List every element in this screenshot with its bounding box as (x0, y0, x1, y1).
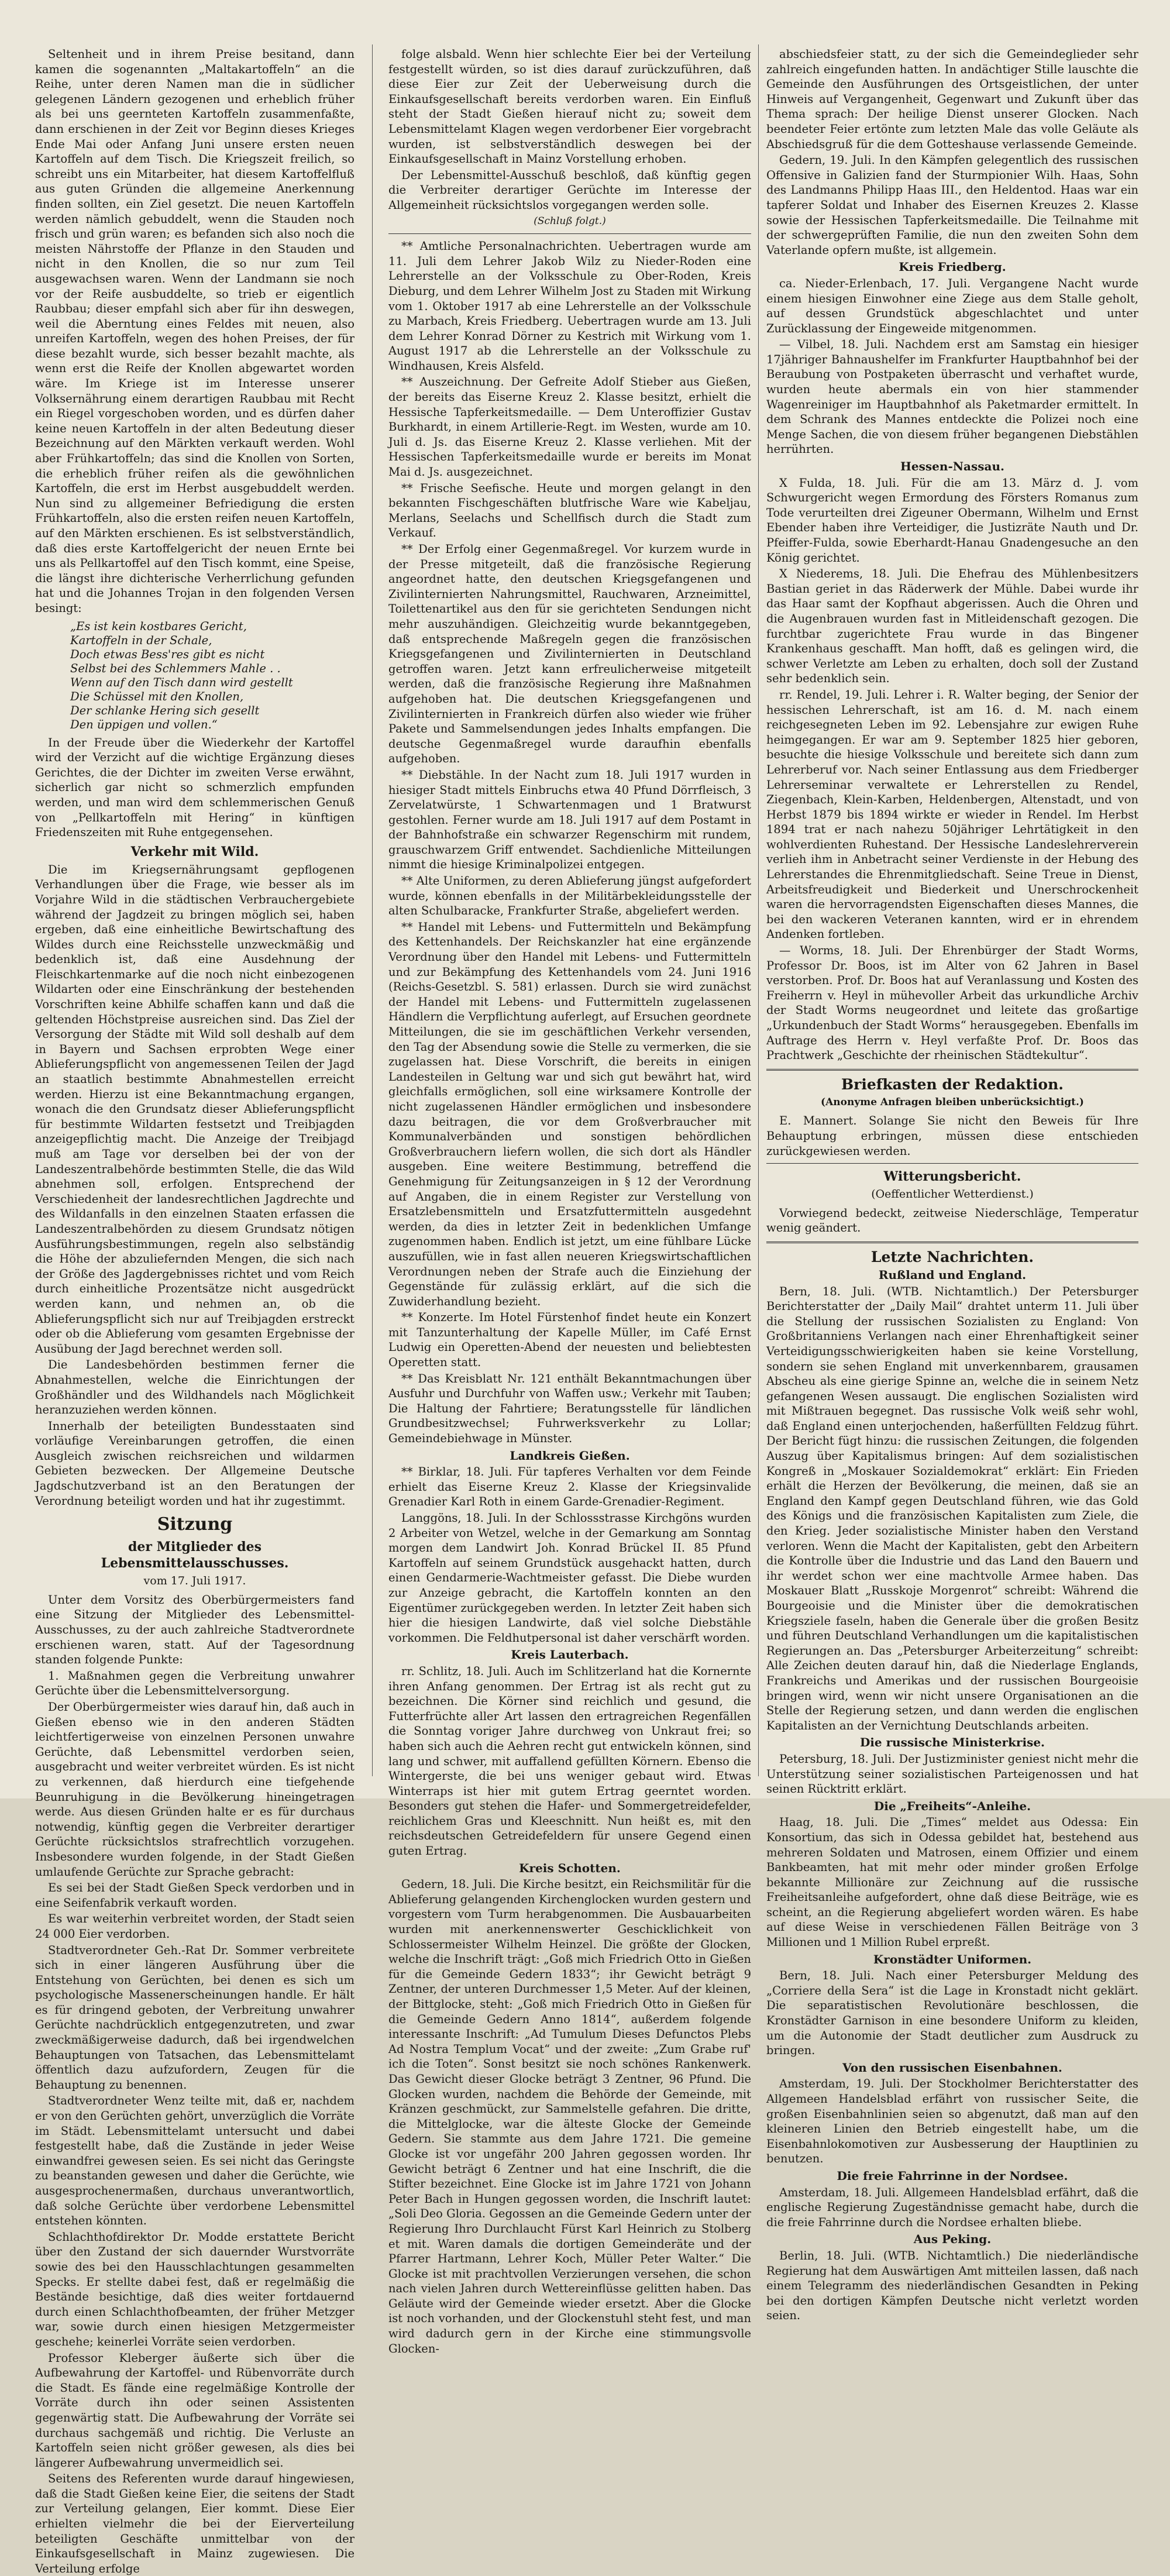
news-item: ** Birklar, 18. Juli. Für tapferes Verhalten vor dem Feinde erhielt das Eiserne Kreuz 2. Klasse der Kriegsinvalide Grenadier Karl Roth in einem Garde-Grenadier-Regiment. (388, 1465, 751, 1509)
poem-line: Der schlanke Hering sich gesellt (70, 703, 260, 717)
section-heading: Von den russischen Eisenbahnen. (842, 2060, 1062, 2075)
news-item: — Worms, 18. Juli. Der Ehrenbürger der Stadt Worms, Professor Dr. Boos, ist im Alter von 62 Jahren in Basel verstorben. Prof. Dr. Boos hat auf Veranlassung und Kosten des Freiherrn v. Heyl in mühevoller Arbeit das urkundliche Archiv der Stadt Worms neugeordnet und leitete das großartige „Urkundenbuch der Stadt Worms“ herausgegeben. Ebenfalls im Auftrage des Herrn v. Heyl verfaßte Prof. Dr. Boos das Prachtwerk „Geschichte der rheinischen Städtekultur“. (766, 944, 1138, 1062)
poem-line: Den üppigen und vollen.“ (70, 717, 218, 731)
continuation-note: (Schluß folgt.) (534, 215, 606, 227)
article-paragraph: Die im Kriegsernährungsamt gepflogenen Verhandlungen über die Frage, wie besser als im Vorjahre Wild in die städtischen Verbrauchergebiete während der Jagdzeit zu bringen möglich sei, haben ergeben, daß eine einheitliche Bewirtschaftung des Wildes durch eine Reichsstelle unzweckmäßig und bedenklich ist, daß eine Ausdehnung der Fleischkartenmarke auf die noch nicht einbezogenen Wildarten oder eine Einschränkung der bestehenden Vorschriften keine Abhilfe schaffen kann und daß die geltenden Höchstpreise ausreichen sind. Das Ziel der Versorgung der Städte mit Wild soll deshalb auf dem in Bayern und Sachsen erprobten Wege einer Ablieferungspflicht von angemessenen Teilen der Jagd an staatlich bestimmte Abnahmestellen erreicht werden. Hierzu ist eine Bekanntmachung ergangen, wonach die den Grundsatz dieser Ablieferungspflicht für bestimmte Wildarten festsetzt und Treibjagden anzeigepflichtig macht. Die Anzeige der Treibjagd muß am Tage vor derselben bei der von der Landeszentralbehörde bestimmten Stelle, die das Wild abnehmen soll, erfolgen. Entsprechend der Verschiedenheit der landesrechtlichen Jagdrechte und des Wildanfalls in den einzelnen Staaten erfassen die Landeszentralbehörden zu diesem Grundsatz nötigen Ausführungsbestimmungen, regeln also selbständig die Höhe der abzuliefernden Mengen, die sich nach der Größe des Jagdergebnisses richtet und vom Reich durch einheitliche Prozentsätze nicht ausgedrückt werden kann, und nehmen an, ob die Ablieferungspflicht sich nur auf Treibjagden erstreckt oder ob die Ablieferung vom gesamten Ergebnisse der Ausübung der Jagd berechnet werden soll. (35, 862, 355, 1356)
news-item: Amsterdam, 18. Juli. Allgemeen Handelsblad erfährt, daß die englische Regierung Zugeständnisse gemacht habe, durch die die freie Fahrrinne durch die Nordsee erhalten bliebe. (766, 2185, 1138, 2229)
news-item: ** Auszeichnung. Der Gefreite Adolf Stieber aus Gießen, der bereits das Eiserne Kreuz 2. Klasse besitzt, erhielt die Hessische Tapferkeitsmedaille. — Dem Unteroffizier Gustav Burkhardt, in einem Artillerie-Regt. im Westen, wurde am 10. Juli d. Js. das Eiserne Kreuz 2. Klasse verliehen. Mit der Hessischen Tapferkeitsmedaille wurde er bereits im Monat Mai d. Js. ausgezeichnet. (388, 375, 751, 479)
article-paragraph: Der Lebensmittel-Ausschuß beschloß, daß künftig gegen die Verbreiter derartiger Gerüchte im Interesse der Allgemeinheit rücksichtslos vorgegangen werden solle. (388, 168, 751, 212)
news-item: ** Konzerte. Im Hotel Fürstenhof findet heute ein Konzert mit Tanzunterhaltung der Kapelle Müller, im Café Ernst Ludwig ein Operetten-Abend der neuesten und beliebtesten Operetten statt. (388, 1311, 751, 1370)
article-paragraph: Professor Kleberger äußerte sich über die Aufbewahrung der Kartoffel- und Rübenvorräte durch die Stadt. Es fände eine regelmäßige Kontrolle der Vorräte durch ihn oder seinen Assistenten gegenwärtig statt. Die Aufbewahrung der Vorräte sei durchaus sachgemäß und richtig. Die Verluste an Kartoffeln seien nicht größer gewesen, als dies bei längerer Aufbewahrung unvermeidlich sei. (35, 2351, 355, 2470)
article-paragraph: Unter dem Vorsitz des Oberbürgermeisters fand eine Sitzung der Mitglieder des Lebensmittel-Ausschusses, zu der auch zahlreiche Stadtverordnete erschienen waren, statt. Auf der Tagesordnung standen folgende Punkte: (35, 1593, 355, 1667)
column-1 (35, 47, 355, 2575)
article-paragraph: folge alsbald. Wenn hier schlechte Eier bei der Verteilung festgestellt würden, so ist dies darauf zurückzuführen, daß diese Eier zur Zeit der Ueberweisung durch die Einkaufsgesellschaft bereits verdorben waren. Ein Einfluß steht der Stadt Gießen hierauf nicht zu; soweit dem Lebensmittelamt Klagen wegen verdorbener Eier vorgebracht wurden, ist selbstverständlich deswegen bei der Einkaufsgesellschaft in Mainz Vorstellung erhoben. (388, 47, 751, 166)
section-heading: Sitzung (157, 1514, 233, 1535)
news-item: Amsterdam, 19. Juli. Der Stockholmer Berichterstatter des Allgemeen Handelsblad erfährt von russischer Seite, die großen Eisenbahnlinien seien so abgenutzt, daß man auf den kleineren Linien den Betrieb eingestellt habe, um die Eisenbahnlokomotiven zur Ausbesserung der Hauptlinien zu benutzen. (766, 2077, 1138, 2166)
divider (766, 1163, 1138, 1164)
article-paragraph: Der Oberbürgermeister wies darauf hin, daß auch in Gießen ebenso wie in den anderen Städten leichtfertigerweise von einzelnen Personen unwahre Gerüchte, daß Lebensmittel verdorben seien, ausgebracht und weiter verbreitet würden. Es ist nicht zu verkennen, daß hierdurch eine tiefgehende Beunruhigung in die Bevölkerung hineingetragen werde. Aus diesen Gründen halte er es für durchaus notwendig, künftig gegen die Verbreiter derartiger Gerüchte rücksichtslos strafrechtlich vorzugehen. Insbesondere wurden folgende, in der Stadt Gießen umlaufende Gerüchte zur Sprache gebracht: (35, 1700, 355, 1879)
article-paragraph: Schlachthofdirektor Dr. Modde erstattete Bericht über den Zustand der sich dauernder Wurstvorräte sowie des bei den Hausschlachtungen gesammelten Specks. Er stellte dabei fest, daß er regelmäßig die Bestände besichtige, daß dies weiter fortdauernd durch einen Schlachthofbeamten, der früher Metzger war, sowie durch einen hiesigen Metzgermeister geschehe; keinerlei Vorräte seien verdorben. (35, 2230, 355, 2348)
section-heading: Hessen-Nassau. (900, 459, 1004, 474)
poem (70, 620, 355, 732)
section-subheading: (Anonyme Anfragen bleiben unberücksichtigt.) (821, 1096, 1084, 1108)
article-paragraph: Es war weiterhin verbreitet worden, der Stadt seien 24 000 Eier verdorben. (35, 1912, 355, 1941)
section-heading: Kreis Schotten. (519, 1860, 621, 1875)
article-paragraph: Seitens des Referenten wurde darauf hingewiesen, daß die Stadt Gießen keine Eier, die seitens der Stadt zur Verteilung gelangen, Eier kommt. Diese Eier erhielten vielmehr die bei der Eierverteilung beteiligten Geschäfte unmittelbar von der Einkaufsgesellschaft in Mainz zugewiesen. Die Verteilung erfolge (35, 2472, 355, 2575)
date-line: vom 17. Juli 1917. (143, 1574, 246, 1588)
column-rule (372, 44, 373, 1776)
news-item: Haag, 18. Juli. Die „Times“ meldet aus Odessa: Ein Konsortium, das sich in Odessa gebildet hat, bestehend aus mehreren Soldaten und Matrosen, einem Offizier und einem Bankbeamten, hat mit mehr oder minder großen Erfolge bekannte Millionäre zur Zeichnung auf die russische Freiheitsanleihe aufgefordert, ohne daß diese Beiträge, wie es scheint, an die Regierung abgeliefert worden wären. Es habe auf diese Weise in verschiedenen Fällen Beiträge von 3 Millionen und 1 Million Rubel erpreßt. (766, 1815, 1138, 1949)
section-heading: Landkreis Gießen. (510, 1448, 630, 1463)
news-item: — Vilbel, 18. Juli. Nachdem erst am Samstag ein hiesiger 17jähriger Bahnaushelfer im Frankfurter Hauptbahnhof bei der Beraubung von Postpaketen überrascht und verhaftet wurde, wurden heute abermals ein von hier stammender Wagenreiniger im Hauptbahnhof als Paketmarder ermittelt. In dem Schrank des Mannes entdeckte die Polizei noch eine Menge Sachen, die von diesem früher begangenen Diebstählen herrührten. (766, 338, 1138, 456)
news-item: ** Frische Seefische. Heute und morgen gelangt in den bekannten Fischgeschäften blutfrische Ware wie Kabeljau, Merlans, Seelachs und Schellfisch durch die Stadt zum Verkauf. (388, 481, 751, 540)
section-heading: Witterungsbericht. (883, 1169, 1021, 1185)
article-paragraph: Stadtverordneter Geh.-Rat Dr. Sommer verbreitete sich in einer längeren Ausführung über die Entstehung von Gerüchten, bei denen es sich um psychologische Massenerscheinungen handle. Er hält es für dringend geboten, der Verbreitung unwahrer Gerüchte nachdrücklich entgegenzutreten, und zwar zweckmäßigerweise dadurch, daß bei irgendwelchen Behauptungen von Tatsachen, das Lebensmittelamt öffentlich dazu aufzufordern, Zeugen für die Behauptung zu benennen. (35, 1943, 355, 2092)
poem-line: Die Schüssel mit den Knollen, (70, 689, 244, 703)
poem-line: Doch etwas Bess'res gibt es nicht (70, 647, 265, 661)
news-item: abschiedsfeier statt, zu der sich die Gemeindeglieder sehr zahlreich eingefunden hatten. In andächtiger Stille lauschte die Gemeinde den Ausführungen des Ortsgeistlichen, der unter Hinweis auf Vergangenheit, Gegenwart und Zukunft über das Thema sprach: Der heilige Dienst unserer Glocken. Nach beendeter Feier ertönte zum letzten Male das volle Geläute als Abschiedsgruß für die dem Gotteshause verlassende Gemeinde. (766, 47, 1138, 151)
article-paragraph: Die Landesbehörden bestimmen ferner die Abnahmestellen, welche die Einrichtungen der Großhändler und des Wildhandels nach Möglichkeit heranzuziehen werden können. (35, 1358, 355, 1417)
divider (766, 1241, 1138, 1243)
section-heading: Die freie Fahrrinne in der Nordsee. (837, 2168, 1068, 2183)
section-heading: Die „Freiheits“-Anleihe. (873, 1798, 1031, 1813)
news-item: ** Das Kreisblatt Nr. 121 enthält Bekanntmachungen über Ausfuhr und Durchfuhr von Waffen usw.; Verkehr mit Tauben; Die Haltung der Fahrtiere; Beratungsstelle für ländlichen Grundbesitzwechsel; Fuhrwerksverkehr zu Lollar; Gemeindebiehwage in Münster. (388, 1371, 751, 1446)
section-heading: Kreis Lauterbach. (511, 1648, 629, 1662)
column-3 (766, 47, 1138, 2323)
poem-line: „Es ist kein kostbares Gericht, (70, 619, 247, 633)
news-item: Berlin, 18. Juli. (WTB. Nichtamtlich.) Die niederländische Regierung hat dem Auswärtigen Amt mitteilen lassen, daß nach einem Telegramm des niederländischen Gesandten in Peking bei den dortigen Kämpfen Deutsche nicht verletzt worden seien. (766, 2248, 1138, 2323)
column-2 (388, 47, 751, 2355)
news-item: Vorwiegend bedeckt, zeitweise Niederschläge, Temperatur wenig geändert. (766, 1206, 1138, 1235)
news-item: ** Amtliche Personalnachrichten. Uebertragen wurde am 11. Juli dem Lehrer Jakob Wilz zu Nieder-Roden eine Lehrerstelle an der Volksschule zu Ober-Roden, Kreis Dieburg, und dem Lehrer Wilhelm Jost zu Staden mit Wirkung vom 1. Oktober 1917 ab eine Lehrerstelle an der Volksschule zu Marbach, Kreis Friedberg. Uebertragen wurde am 13. Juli dem Lehrer Konrad Dörner zu Kestrich mit Wirkung vom 1. August 1917 ab die Lehrerstelle an der Volksschule zu Windhausen, Kreis Alsfeld. (388, 239, 751, 373)
news-item: ** Diebstähle. In der Nacht zum 18. Juli 1917 wurden in hiesiger Stadt mittels Einbruchs etwa 40 Pfund Dörrfleisch, 3 Zervelatwürste, 1 Schwartenmagen und 1 Bratwurst gestohlen. Ferner wurde am 18. Juli 1917 auf dem Postamt in der Bahnhofstraße ein schwarzer Regenschirm mit rundem, grauschwarzem Griff entwendet. Sachdienliche Mitteilungen nimmt die hiesige Kriminalpolizei entgegen. (388, 768, 751, 872)
news-item: rr. Rendel, 19. Juli. Lehrer i. R. Walter beging, der Senior der hessischen Lehrerschaft, ist am 16. d. M. nach einem reichgesegneten Leben im 92. Lebensjahre zur ewigen Ruhe heimgegangen. Er war am 9. September 1825 hier geboren, besuchte die hiesige Volksschule und bereitete sich dann zum Lehrerberuf vor. Nach seiner Entlassung aus dem Friedberger Lehrerseminar verwaltete er Lehrerstellen zu Rendel, Ziegenbach, Klein-Karben, Heldenbergen, Altenstadt, und von Herbst 1879 bis 1894 wirkte er wieder in Rendel. Im Herbst 1894 trat er nach nahezu 50jähriger Lehrtätigkeit in den wohlverdienten Ruhestand. Der Hessische Landeslehrerverein verlieh ihm in Anbetracht seiner Verdienste in der Hebung des Lehrerstandes die Ehrenmitgliedschaft. Seine Treue in Dienst, Arbeitsfreudigkeit und Biederkeit und Unerschrockenheit waren die hervorragendsten Eigenschaften dieses Mannes, die bei den wackeren Veteranen kannten, wird er in ehrendem Andenken fortleben. (766, 687, 1138, 941)
news-item: X Fulda, 18. Juli. Für die am 13. März d. J. vom Schwurgericht wegen Ermordung des Försters Romanus zum Tode verurteilten drei Zigeuner Obermann, Wilhelm und Ernst Ebender haben ihre Verteidiger, die Justizräte Nauth und Dr. Pfeiffer-Fulda, sowie Eberhardt-Hanau Gnadengesuche an den König gerichtet. (766, 476, 1138, 565)
divider (388, 233, 751, 234)
article-paragraph: Es sei bei der Stadt Gießen Speck verdorben und in eine Seifenfabrik verkauft worden. (35, 1881, 355, 1910)
news-item: Gedern, 19. Juli. In den Kämpfen gelegentlich des russischen Offensive in Galizien fand der Sturmpionier Wilh. Haas, Sohn des Landmanns Philipp Haas III., den Heldentod. Haas war ein tapferer Soldat und Inhaber des Eisernen Kreuzes 2. Klasse sowie der Hessischen Tapferkeitsmedaille. Die Teilnahme mit der schwergeprüften Familie, die nun den zweiten Sohn dem Vaterlande opfern mußte, ist allgemein. (766, 153, 1138, 257)
poem-line: Kartoffeln in der Schale, (70, 633, 212, 647)
column-rule (758, 44, 759, 1776)
news-item: Bern, 18. Juli. (WTB. Nichtamtlich.) Der Petersburger Berichterstatter der „Daily Mail“ drahtet unterm 11. Juli über die Stellung der russischen Sozialisten zu England: Von Großbritanniens Verlangen nach einer Ehrenhaftigkeit seiner Verteidigungsschwierigkeiten haben sie keine Vorstellung, sondern sie sehen England mit unverkennbarem, grausamen Abscheu als eine gierige Spinne an, welche die in seinem Netz gefangenen Wesen aussaugt. Die englischen Sozialisten wird mit Mißtrauen begegnet. Das russische Volk weiß sehr wohl, daß England einen unterjochenden, haßerfüllten Feldzug führt. Der Bericht fügt hinzu: die russischen Zeitungen, die folgenden Auszug über Kapitalismus bringen: Auf dem sozialistischen Kongreß in „Moskauer Sozialdemokrat“ erklärt: Ein Frieden erhält die Herzen der Bevölkerung, die meinen, daß sie an England den Kampf gegen Deutschland führen, wie das Gold des Königs und die französischen Kapitalisten zum Ziele, die den Krieg. Jeder sozialistische Minister haben den Verstand verloren. Wenn die Macht der Kapitalisten, gebt den Arbeitern die Kontrolle über die Industrie und das Land den Bauern und ihr werdet schon wer eine machtvolle Armee haben. Das Moskauer Blatt „Russkoje Morgenrot“ schreibt: Während die Bourgeoisie und die Minister über die demokratischen Kriegsziele faseln, haben die Generale über die großen Besitz und führen Deutschland Verhandlungen um die kapitalistischen Regierungen an. Das „Petersburger Arbeiterzeitung“ schreibt: Alle Zeichen deuten darauf hin, daß die Niederlage Englands, Frankreichs und Amerikas und der russischen Bourgeoisie bringen wird, wenn wir nicht unsere Organisationen an die Stelle der Regierung setzen, und dann werden die englischen Kapitalisten an der Vernichtung Deutschlands arbeiten. (766, 1284, 1138, 1732)
section-heading: Letzte Nachrichten. (870, 1248, 1034, 1265)
news-item: Petersburg, 18. Juli. Der Justizminister geniest nicht mehr die Unterstützung seiner sozialistischen Parteigenossen und hat seinen Rücktritt erklärt. (766, 1752, 1138, 1796)
article-paragraph: Innerhalb der beteiligten Bundesstaaten sind vorläufige Vereinbarungen getroffen, die einen Ausgleich zwischen reichsreichen und wildarmen Gebieten bezwecken. Der Allgemeine Deutsche Jagdschutzverband ist an den Beratungen der Verordnung beteiligt worden und hat ihr zugestimmt. (35, 1419, 355, 1508)
section-heading: Kreis Friedberg. (899, 260, 1006, 274)
section-heading: Rußland und England. (878, 1267, 1027, 1282)
divider (766, 1069, 1138, 1071)
poem-line: Wenn auf den Tisch dann wird gestellt (70, 675, 293, 689)
article-paragraph: In der Freude über die Wiederkehr der Kartoffel wird der Verzicht auf die wichtige Ergänzung dieses Gerichtes, die der Dichter im zweiten Verse erwähnt, sicherlich gar nicht so schmerzlich empfunden werden, und man wird dem schlemmerischen Genuß von „Pellkartoffeln mit Hering“ in künftigen Friedenszeiten mit Ruhe entgegensehen. (35, 735, 355, 840)
news-item: Langgöns, 18. Juli. In der Schlossstrasse Kirchgöns wurden 2 Arbeiter von Wetzel, welche in der Gemarkung am Sonntag morgen dem Landwirt Joh. Konrad Brückel II. 85 Pfund Kartoffeln auf seinem Grundstück ausgehackt hatten, durch einen Gendarmerie-Wachtmeister gefasst. Die Diebe wurden zur Anzeige gebracht, die Kartoffeln konnten an den Eigentümer zurückgegeben werden. In letzter Zeit haben sich hier die hiesigen Landwirte, daß viel solche Diebstähle vorkommen. Die Feldhutpersonal ist daher verschärft worden. (388, 1511, 751, 1645)
section-heading: Briefkasten der Redaktion. (841, 1075, 1064, 1093)
section-subheading: (Oeffentlicher Wetterdienst.) (871, 1188, 1034, 1201)
section-heading: Die russische Ministerkrise. (859, 1735, 1045, 1750)
poem-line: Selbst bei des Schlemmers Mahle . . (70, 661, 281, 675)
news-item: ** Handel mit Lebens- und Futtermitteln und Bekämpfung des Kettenhandels. Der Reichskanzler hat eine ergänzende Verordnung über den Handel mit Lebens- und Futtermitteln und zur Bekämpfung des Kettenhandels vom 24. Juni 1916 (Reichs-Gesetzbl. S. 581) erlassen. Durch sie wird zunächst der Handel mit Lebens- und Futtermitteln zugelassenen Händlern die Verpflichtung auferlegt, auf Ersuchen geordnete Mitteilungen, die sie im geschäftlichen Verkehr versenden, den Tag der Absendung sowie die Stelle zu vermerken, die sie zugelassen hat. Diese Vorschrift, die bereits in einigen Landesteilen in Geltung war und sich gut bewährt hat, wird gleichfalls ermöglichen, soll eine wirksamere Kontrolle der nicht zugelassenen Händler ermöglichen und insbesondere dazu beitragen, die vor dem Großverbraucher mit Kommunalverbänden und sonstigen behördlichen Großverbrauchern liefern wollen, die sich dort als Händler ausgeben. Eine weitere Bestimmung, betreffend die Genehmigung für Zeitungsanzeigen in § 12 der Verordnung auf Angaben, die in einem Register zur Verstellung von Ersatzlebensmitteln und Ersatzfuttermitteln ausgedehnt werden, da dies in letzter Zeit in bedenklichen Umfange zugenommen haben. Endlich ist jetzt, um eine fühlbare Lücke auszufüllen, wie in fast allen neueren Kriegswirtschaftlichen Verordnungen neben der Strafe auch die Einziehung der Gegenstände für zulässig erklärt, auf die sich die Zuwiderhandlung bezieht. (388, 920, 751, 1308)
article-paragraph: Stadtverordneter Wenz teilte mit, daß er, nachdem er von den Gerüchten gehört, unverzüglich die Vorräte im Städt. Lebensmittelamt untersucht und dabei festgestellt habe, daß die Zustände in jeder Weise einwandfrei gewesen seien. Es sei nicht das Geringste zu beanstanden gewesen und daher die Gerüchte, wie ausgesprochenermaßen, durchaus unverantwortlich, daß solche Gerüchte über verdorbene Lebensmittel entstehen könnten. (35, 2094, 355, 2228)
news-item: Gedern, 18. Juli. Die Kirche besitzt, ein Reichsmilitär für die Ablieferung gelangenden Kirchenglocken wurden gestern und vorgestern vom Turm herabgenommen. Die Ausbauarbeiten wurden mit anerkennenswerter Geschicklichkeit von Schlossermeister Wilhelm Heinzel. Die größte der Glocken, welche die Inschrift trägt: „Goß mich Friedrich Otto in Gießen für die Gemeinde Gedern 1833“; ihr Gewicht beträgt 9 Zentner, der unteren Durchmesser 1,5 Meter. Auf der kleinen, der Bittglocke, steht: „Goß mich Friedrich Otto in Gießen für die Gemeinde Gedern Anno 1814“, außerdem folgende interessante Inschrift: „Ad Tumulum Dieses Defunctos Plebs Ad Nostra Templum Vocat“ und der zweite: „Zum Grabe ruf' ich die Toten“. Sonst besitzt sie noch schönes Rankenwerk. Das Gewicht dieser Glocke beträgt 3 Zentner, 96 Pfund. Die Glocken wurden, nachdem die Behörde der Gemeinde, mit Kränzen geschmückt, zur Sammelstelle gefahren. Die dritte, die Mittelglocke, war die älteste Glocke der Gemeinde Gedern. Sie stammte aus dem Jahre 1721. Die gemeine Glocke ist vor ungefähr 200 Jahren gegossen worden. Ihr Gewicht beträgt 6 Zentner und hat eine Inschrift, die die Stifter bezeichnet. Eine Glocke ist im Jahre 1721 von Johann Peter Bach in Hungen gegossen worden, die Inschrift lautet: „Soli Deo Gloria. Gegossen an die Gemeinde Gedern unter der Regierung Ihro Durchlaucht Fürst Karl Heinrich zu Stolberg et mit. Waren damals die dortigen Gemeinderäte und der Pfarrer Hartmann, Lehrer Koch, Müller Peter Walter.“ Die Glocke ist mit prachtvollen Verzierungen versehen, die schon nach vielen Jahren durch Wettereinflüsse gelitten haben. Das Geläute wird der Gemeinde wieder ersetzt. Aber die Glocke ist noch vorhanden, und der Glockenstuhl steht fest, und man wird dadurch gern in der Kirche eine stimmungsvolle Glocken- (388, 1877, 751, 2355)
news-item: rr. Schlitz, 18. Juli. Auch im Schlitzerland hat die Kornernte ihren Anfang genommen. Der Ertrag ist als recht gut zu bezeichnen. Die Körner sind reichlich und gesund, die Futterfrüchte aller Art lassen den ertragreichen Regenfällen die Sonntag voriger Jahre durchweg von Unkraut frei; so haben sich auch die Aehren recht gut entwickeln können, sind lang und schwer, mit auffallend gefüllten Körnern. Ebenso die Wintergerste, die bei uns weniger gebaut wird. Etwas Winterraps ist hier mit gutem Ertrag geerntet worden. Besonders gut stehen die Hafer- und Sommergetreidefelder, reichlichem Gras und Kleeschnitt. Nun heißt es, mit den reichsdeutschen Getreidefeldern für unsere Gegend einen guten Ertrag. (388, 1664, 751, 1858)
article-paragraph: 1. Maßnahmen gegen die Verbreitung unwahrer Gerüchte über die Lebensmittelversorgung. (35, 1669, 355, 1698)
news-item: ca. Nieder-Erlenbach, 17. Juli. Vergangene Nacht wurde einem hiesigen Einwohner eine Ziege aus dem Stalle geholt, auf dessen Grundstück abgeschlachtet und unter Zurücklassung der Eingeweide mitgenommen. (766, 276, 1138, 335)
news-item: E. Mannert. Solange Sie nicht den Beweis für Ihre Behauptung erbringen, müssen diese entschieden zurückgewiesen werden. (766, 1114, 1138, 1158)
section-heading: Kronstädter Uniformen. (873, 1952, 1032, 1966)
news-item: Bern, 18. Juli. Nach einer Petersburger Meldung des „Corriere della Sera“ ist die Lage in Kronstadt nicht geklärt. Die separatistischen Revolutionäre beschlossen, die Kronstädter Garnison in eine besondere Uniform zu kleiden, um die Autonomie der Stadt deutlicher zum Ausdruck zu bringen. (766, 1969, 1138, 2058)
section-subheading: der Mitglieder des Lebensmittelausschusses. (101, 1539, 289, 1571)
section-heading: Aus Peking. (913, 2232, 992, 2247)
news-item: ** Alte Uniformen, zu deren Ablieferung jüngst aufgefordert wurde, können ebenfalls in der Militärbekleidungsstelle der alten Schulbaracke, Frankfurter Straße, abgeliefert werden. (388, 874, 751, 918)
news-item: X Niederems, 18. Juli. Die Ehefrau des Mühlenbesitzers Bastian geriet in das Räderwerk der Mühle. Dabei wurde ihr das Haar samt der Kopfhaut abgerissen. Auch die Ohren und die Augenbrauen wurden fast in Mitleidenschaft gezogen. Die furchtbar zugerichtete Frau wurde in das Bingener Krankenhaus geschafft. Man hofft, daß es gelingen wird, die schwer Verletzte am Leben zu erhalten, doch soll der Zustand sehr bedenklich sein. (766, 567, 1138, 686)
section-heading: Verkehr mit Wild. (130, 844, 259, 859)
article-paragraph: Seltenheit und in ihrem Preise besitand, dann kamen die sogenannten „Maltakartoffeln“ an die Reihe, unter deren Namen man die in südlicher gelegenen Ländern gezogenen und erheblich früher als bei uns geernteten Kartoffeln zusammenfaßte, dann erschienen in der Zeit vor Beginn dieses Krieges Ende Mai oder Anfang Juni unsere ersten neuen Kartoffeln auf dem Tisch. Die Kriegszeit freilich, so schreibt uns ein Mitarbeiter, hat diesem Kartoffelfluß aus guten Gründen die allgemeine Anerkennung finden sollten, ein Ziel gesetzt. Die neuen Kartoffeln werden nämlich gebuddelt, wenn die Stauden noch frisch und grün waren; es befanden sich also noch die meisten Nährstoffe der Pflanze in den Stauden und nicht in den Knollen, die so nur zum Teil ausgewachsen waren. Wenn der Landmann sie noch vor der Reife ausbuddelte, so trieb er eigentlich Raubbau; dieser empfahl sich aber für ihn deswegen, weil die Aberntung eines Feldes mit neuen, also unreifen Kartoffeln, wegen des hohen Preises, der für diese bezahlt wurde, sich besser bezahlt machte, als wenn erst die Reife der Knollen abgewartet worden wäre. Im Kriege ist im Interesse unserer Volksernährung einem derartigen Raubbau mit Recht ein Riegel vorgeschoben worden, und es dürfen daher keine neuen Kartoffeln in der alten Bedeutung dieser Bezeichnung auf den Märkten verkauft werden. Wohl aber Frühkartoffeln; das sind die Knollen von Sorten, die erheblich früher reifen als die gewöhnlichen Kartoffeln, die erst im Herbst ausgebuddelt werden. Nun sind zu allgemeiner Befriedigung die ersten Frühkartoffeln, also die ersten reifen neuen Kartoffeln, auf den Märkten erschienen. Es ist selbstverständlich, daß dies erste Kartoffelgericht der neuen Ernte bei uns als Pellkartoffel auf den Tisch kommt, eine Speise, die längst ihre dichterische Verherrlichung gefunden hat und die Johannes Trojan in den folgenden Versen besingt: (35, 47, 355, 615)
news-item: ** Der Erfolg einer Gegenmaßregel. Vor kurzem wurde in der Presse mitgeteilt, daß die französische Regierung angeordnet hatte, den deutschen Kriegsgefangenen und Zivilinternierten Nahrungsmittel, Rauchwaren, Arzneimittel, Toilettenartikel aus den für sie gerichteten Sendungen nicht mehr auszuhändigen. Gleichzeitig wurde bekanntgegeben, daß entsprechende Maßregeln gegen die französischen Kriegsgefangenen und Zivilinternierten in Deutschland getroffen waren. Jetzt kann erfreulicherweise mitgeteilt werden, daß die französische Regierung ihre Maßnahmen aufgehoben hat. Die deutschen Kriegsgefangenen und Zivilinternierten in Frankreich dürfen also wieder wie früher Pakete und Sammelsendungen jedes Inhalts empfangen. Die deutsche Gegenmaßregel wurde daraufhin ebenfalls aufgehoben. (388, 542, 751, 766)
